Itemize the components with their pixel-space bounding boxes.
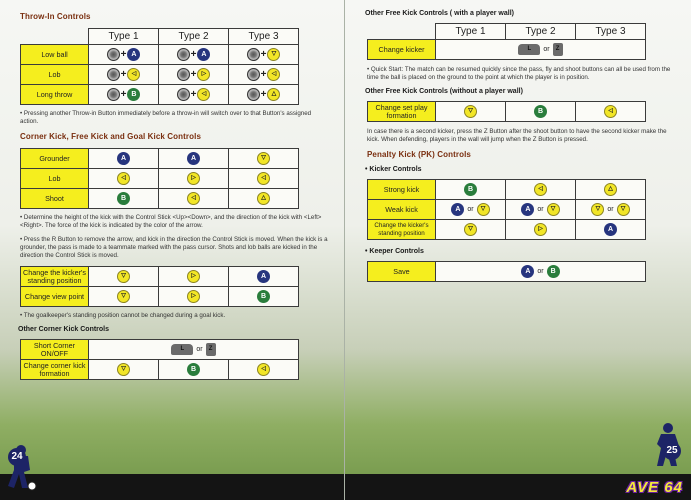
table-row	[21, 149, 299, 169]
c-down-button-icon: ▽	[591, 203, 604, 216]
row-label: Strong kick	[368, 180, 436, 200]
b-button-icon: B	[127, 88, 140, 101]
fk-nowall-title: Other Free Kick Controls (without a player wall)	[365, 88, 523, 95]
control-stick-icon	[107, 88, 120, 101]
table-row: Low ball + A + A + ▽	[21, 45, 299, 65]
c-down-button-icon: ▽	[547, 203, 560, 216]
page-number: 25	[663, 442, 681, 460]
table-row	[21, 189, 299, 209]
c-left-button-icon: ◁	[127, 68, 140, 81]
row-label: Change kicker	[368, 40, 436, 60]
c-up-button-icon: △	[257, 192, 270, 205]
c-down-button-icon: ▽	[257, 152, 270, 165]
row-label: Change the kicker's standing position	[368, 220, 436, 240]
header-type-2: Type 2	[506, 24, 576, 40]
c-up-button-icon: △	[604, 183, 617, 196]
table-row: Change kicker L or Z	[368, 40, 646, 60]
control-stick-icon	[177, 88, 190, 101]
keeper-controls-title: • Keeper Controls	[365, 248, 424, 255]
row-label: Long throw	[21, 85, 89, 105]
c-down-button-icon: ▽	[117, 290, 130, 303]
fk-wall-title: Other Free Kick Controls ( with a player wall)	[365, 10, 514, 17]
z-button-icon: Z	[553, 43, 563, 56]
a-button-icon: A	[604, 223, 617, 236]
c-left-button-icon: ◁	[534, 183, 547, 196]
row-label: Low ball	[21, 45, 89, 65]
penalty-title: Penalty Kick (PK) Controls	[367, 150, 471, 159]
b-button-icon: B	[117, 192, 130, 205]
corner-title: Corner Kick, Free Kick and Goal Kick Controls	[20, 132, 201, 141]
table-row	[368, 180, 646, 200]
control-stick-icon	[107, 68, 120, 81]
c-left-button-icon: ◁	[257, 172, 270, 185]
c-left-button-icon: ◁	[117, 172, 130, 185]
header-type-1: Type 1	[89, 29, 159, 45]
b-button-icon: B	[257, 290, 270, 303]
c-down-button-icon: ▽	[464, 223, 477, 236]
row-label: Shoot	[21, 189, 89, 209]
kicker-controls-title: • Kicker Controls	[365, 166, 422, 173]
l-button-icon: L	[518, 44, 540, 55]
a-button-icon: A	[257, 270, 270, 283]
position-note: • The goalkeeper's standing position cannot be changed during a goal kick.	[20, 312, 330, 320]
c-down-button-icon: ▽	[464, 105, 477, 118]
table-row	[368, 220, 646, 240]
a-button-icon: A	[117, 152, 130, 165]
row-label: Lob	[21, 169, 89, 189]
row-label: Change corner kick formation	[21, 360, 89, 380]
header-type-3: Type 3	[576, 24, 646, 40]
table-row	[368, 102, 646, 122]
header-type-1: Type 1	[436, 24, 506, 40]
c-left-button-icon: ◁	[267, 68, 280, 81]
l-button-icon: L	[171, 344, 193, 355]
row-label: Change view point	[21, 287, 89, 307]
c-down-button-icon: ▽	[117, 363, 130, 376]
c-left-button-icon: ◁	[197, 88, 210, 101]
ave64-logo: AVE 64	[626, 479, 683, 496]
table-row: Weak kick A or ▽ A or ▽ ▽ or ▽	[368, 200, 646, 220]
control-stick-icon	[177, 68, 190, 81]
throwin-title: Throw-In Controls	[20, 12, 91, 21]
c-left-button-icon: ◁	[257, 363, 270, 376]
c-right-button-icon: ▷	[197, 68, 210, 81]
other-corner-title: Other Corner Kick Controls	[18, 326, 110, 333]
row-label: Change set play formation	[368, 102, 436, 122]
other-corner-table	[20, 339, 299, 380]
b-button-icon: B	[534, 105, 547, 118]
fk-nowall-table	[367, 101, 646, 122]
c-down-button-icon: ▽	[617, 203, 630, 216]
table-row: Lob + ◁ + ▷ + ◁	[21, 65, 299, 85]
b-button-icon: B	[464, 183, 477, 196]
a-button-icon: A	[521, 203, 534, 216]
c-left-button-icon: ◁	[187, 192, 200, 205]
right-page	[345, 0, 691, 500]
second-kicker-note: In case there is a second kicker, press the Z Button after the shoot button to have the second kicker make the kick. When defending, players in the wall will jump when the Z Button is pressed.	[367, 128, 667, 143]
throwin-note: • Pressing another Throw-in Button immediately before a throw-in will switch over to that Button's assigned action.	[20, 110, 330, 126]
row-label: Save	[368, 262, 436, 282]
footer-strip	[0, 474, 344, 500]
table-row	[21, 360, 299, 380]
left-page	[0, 0, 345, 500]
fk-wall-table	[367, 23, 646, 60]
c-down-button-icon: ▽	[267, 48, 280, 61]
header-type-2: Type 2	[159, 29, 229, 45]
throwin-table	[20, 28, 299, 105]
c-right-button-icon: ▷	[187, 270, 200, 283]
control-stick-icon	[247, 48, 260, 61]
c-left-button-icon: ◁	[604, 105, 617, 118]
row-label: Grounder	[21, 149, 89, 169]
b-button-icon: B	[547, 265, 560, 278]
control-stick-icon	[247, 88, 260, 101]
page-number: 24	[8, 448, 26, 466]
kicker-table	[367, 179, 646, 240]
a-button-icon: A	[197, 48, 210, 61]
c-right-button-icon: ▷	[187, 172, 200, 185]
table-row: Long throw + B + ◁ + △	[21, 85, 299, 105]
c-down-button-icon: ▽	[117, 270, 130, 283]
corner-note-1: • Determine the height of the kick with the Control Stick <Up><Down>, and the direction of the kick with <Left><Right>. The force of the kick is indicated by the color of the arrow.	[20, 214, 330, 230]
z-button-icon: Z	[206, 343, 216, 356]
position-table	[20, 266, 299, 307]
row-label: Change the kicker's standing position	[21, 267, 89, 287]
control-stick-icon	[107, 48, 120, 61]
control-stick-icon	[247, 68, 260, 81]
a-button-icon: A	[127, 48, 140, 61]
table-row	[21, 267, 299, 287]
row-label: Lob	[21, 65, 89, 85]
a-button-icon: A	[451, 203, 464, 216]
c-right-button-icon: ▷	[534, 223, 547, 236]
a-button-icon: A	[187, 152, 200, 165]
corner-table	[20, 148, 299, 209]
table-row	[21, 287, 299, 307]
b-button-icon: B	[187, 363, 200, 376]
table-row: Save A or B	[368, 262, 646, 282]
a-button-icon: A	[521, 265, 534, 278]
row-label: Short Corner ON/OFF	[21, 340, 89, 360]
c-up-button-icon: △	[267, 88, 280, 101]
row-label: Weak kick	[368, 200, 436, 220]
quickstart-note: • Quick Start: The match can be resumed quickly since the pass, fly and shoot buttons can all be used from the time the ball is placed on the ground to the point at which the player is in position.	[367, 66, 673, 82]
c-down-button-icon: ▽	[477, 203, 490, 216]
header-type-3: Type 3	[229, 29, 299, 45]
corner-note-2: • Press the R Button to remove the arrow, and kick in the direction the Control Stick is moved. When the kick is a grounder, the pass is made to a teammate marked with the pass cursor. Shots and lob balls are kicked in the direction the Control Stick is moved.	[20, 236, 330, 260]
table-row	[21, 169, 299, 189]
c-right-button-icon: ▷	[187, 290, 200, 303]
table-row: Short Corner ON/OFF L or Z	[21, 340, 299, 360]
control-stick-icon	[177, 48, 190, 61]
keeper-table	[367, 261, 646, 282]
